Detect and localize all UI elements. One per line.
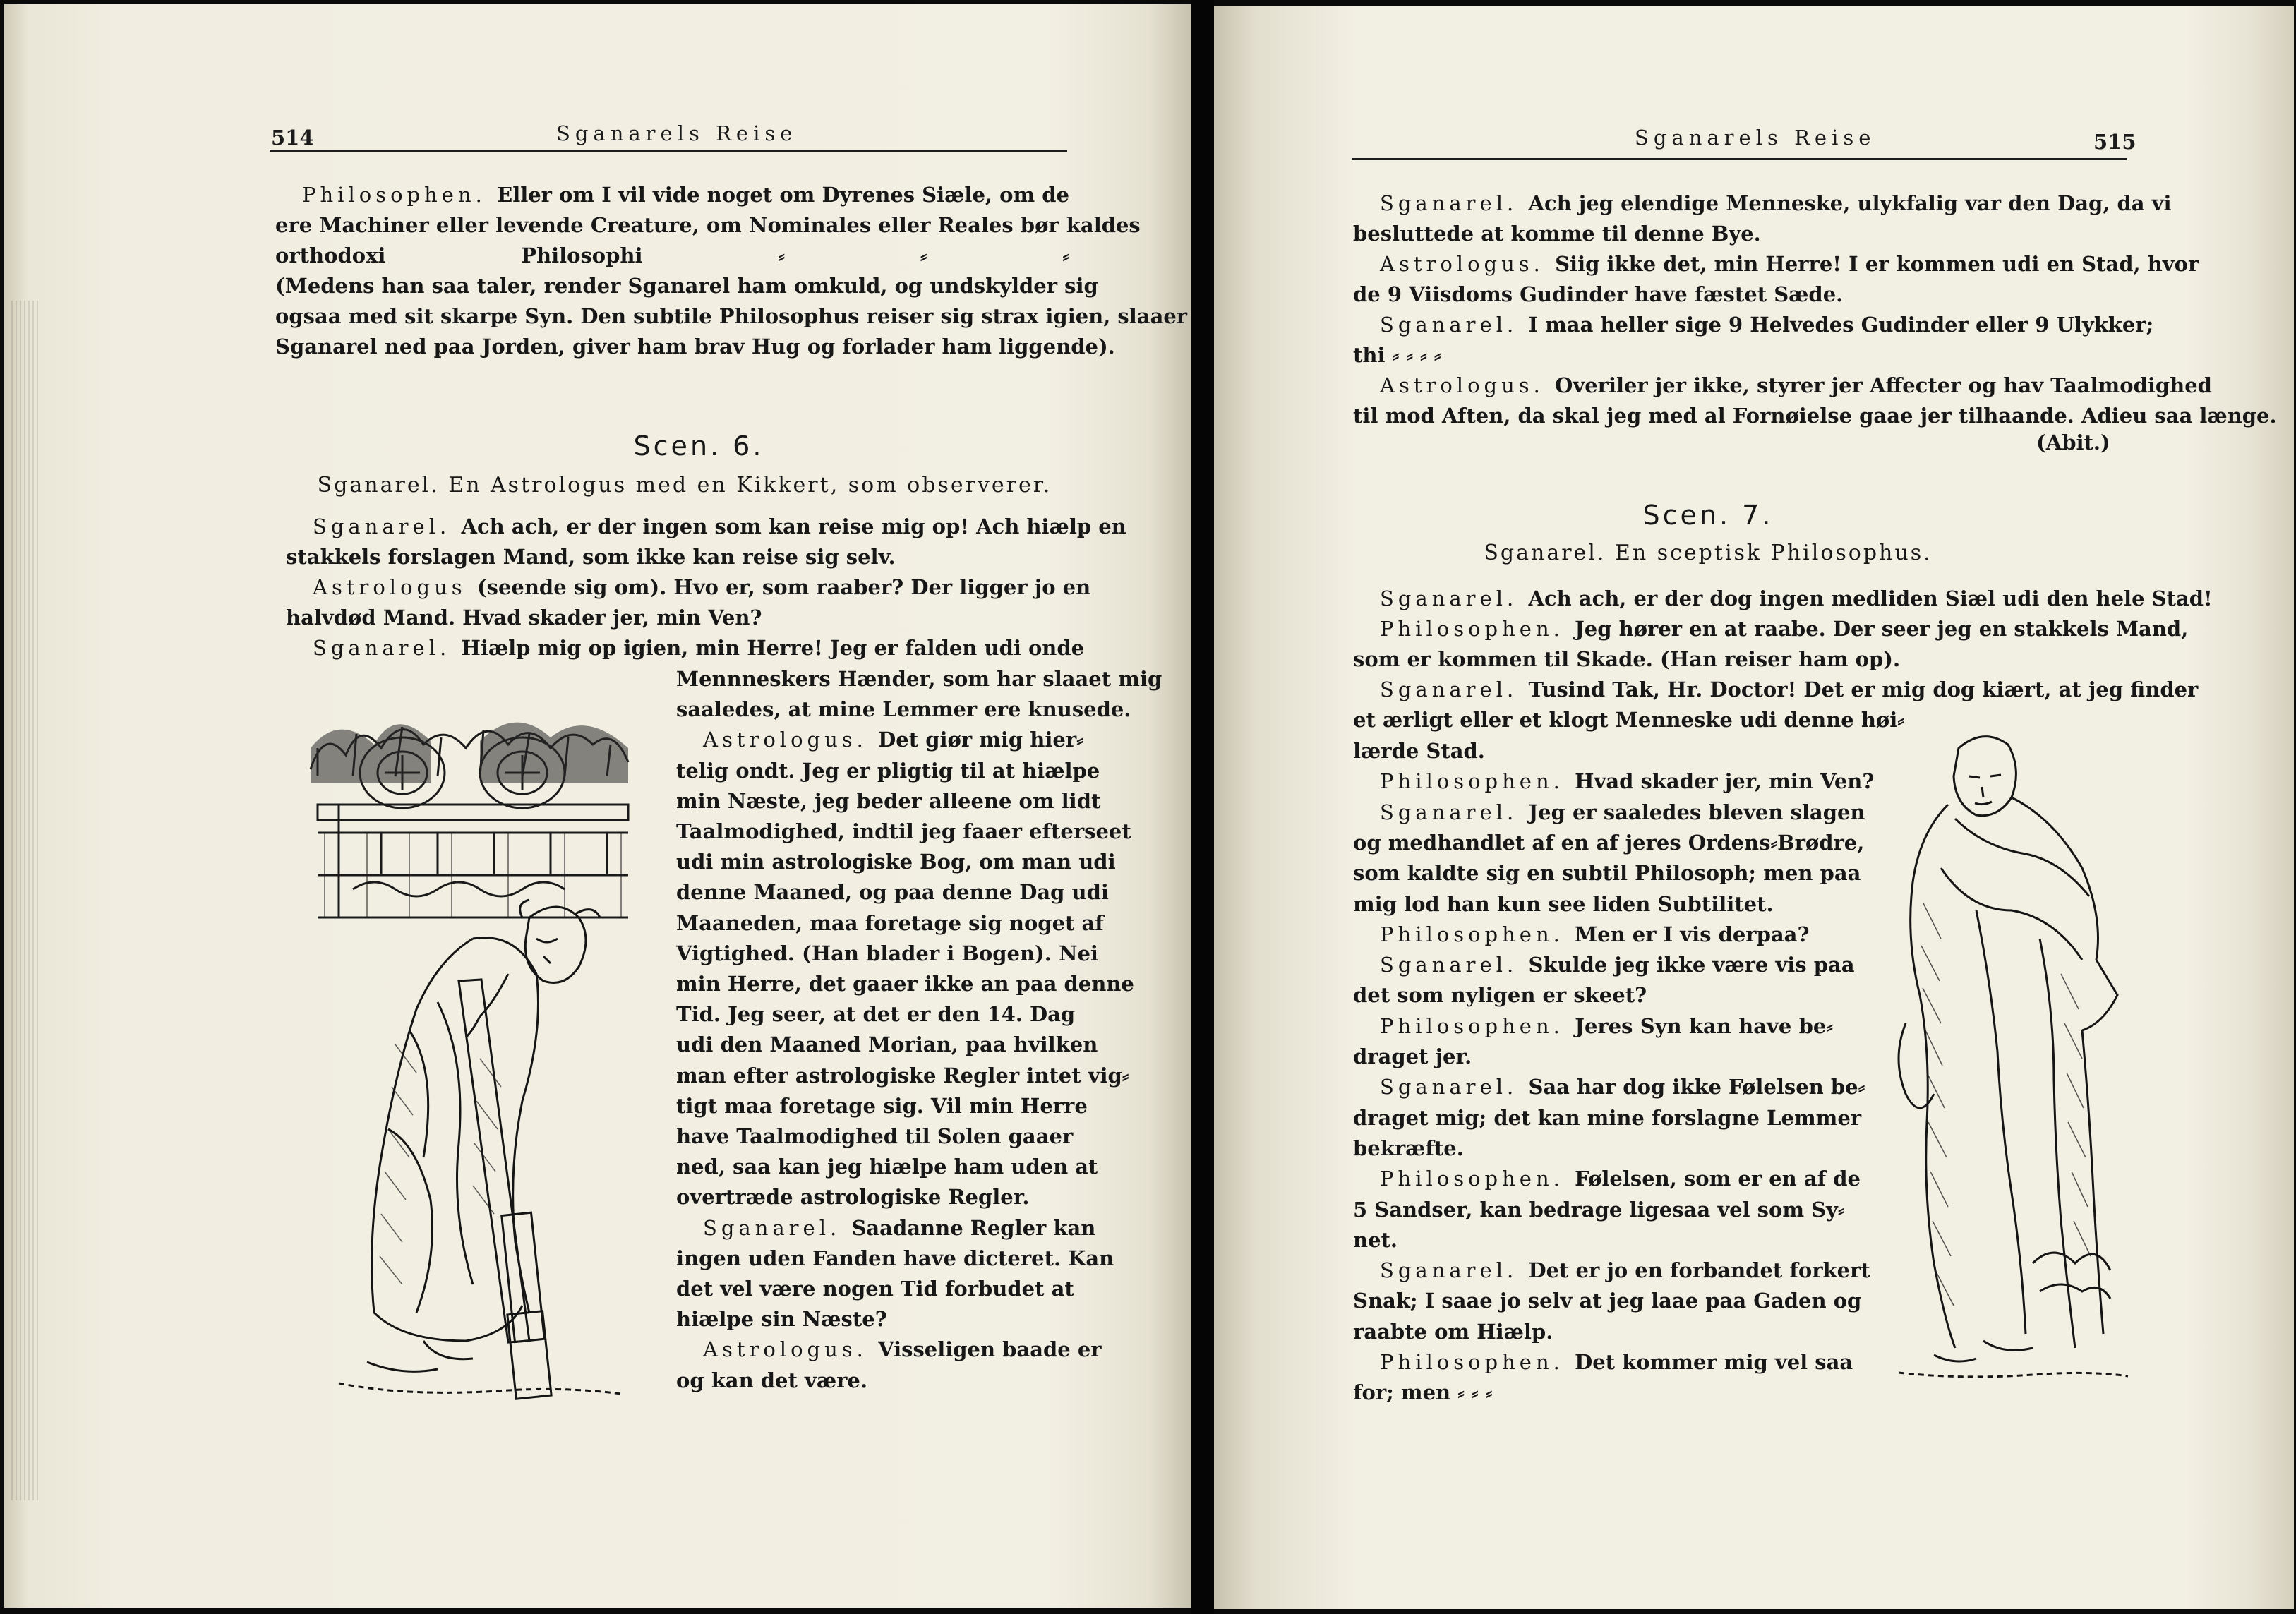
text-line [676, 1154, 1098, 1179]
text-line [1380, 373, 2212, 398]
line-text: overtræde astrologiske Regler. [676, 1185, 1030, 1210]
line-text: I maa heller sige 9 Helvedes Gudinder eller 9 Ulykker; [1528, 313, 2154, 337]
speaker-name: Sganarel. [313, 636, 462, 660]
line-text: net. [1353, 1227, 1398, 1252]
text-line [1380, 191, 2172, 216]
text-line [676, 910, 1104, 936]
page-number-right: 515 [2093, 130, 2136, 154]
cast-line-scene-6: Sganarel. En Astrologus med en Kikkert, som observerer. [317, 473, 1052, 498]
line-text: og kan det være. [676, 1368, 867, 1392]
speaker-name: Philosophen. [1380, 769, 1575, 794]
text-line [676, 849, 1116, 874]
speaker-name: Sganarel. [1380, 313, 1529, 337]
text-line [1353, 982, 1833, 1008]
text-line [286, 544, 1069, 570]
exit-direction: (Abit.) [2036, 430, 2110, 454]
line-text: Det kommer mig vel saa [1575, 1350, 1853, 1374]
text-line [1380, 1013, 1833, 1039]
text-line [1353, 1319, 1833, 1344]
text-line [676, 1032, 1098, 1057]
line-text: som kaldte sig en subtil Philosoph; men paa [1353, 861, 1861, 886]
header-rule-left [270, 150, 1067, 152]
text-line [1380, 1349, 1853, 1375]
text-line [313, 514, 1126, 539]
text-line [1380, 922, 1833, 947]
running-head-left: Sganarels Reise [556, 121, 798, 145]
line-text: Snak; I saae jo selv at jeg laae paa Gaden og [1353, 1289, 1862, 1313]
text-line [1353, 282, 2126, 307]
text-line [302, 182, 1069, 207]
text-line [1353, 221, 2126, 246]
line-text: Det er jo en forbandet forkert [1528, 1258, 1870, 1283]
line-text: Hiælp mig op igien, min Herre! Jeg er falden udi onde [461, 636, 1085, 660]
line-text: Tid. Jeg seer, at det er den 14. Dag [676, 1002, 1076, 1027]
text-line [1380, 952, 1855, 977]
text-line [275, 212, 1141, 238]
line-text: udi min astrologiske Bog, om man udi [676, 850, 1116, 874]
text-line [275, 334, 1115, 359]
text-line [676, 788, 1101, 814]
speaker-name: Sganarel. [1380, 1258, 1529, 1283]
text-line [1353, 1044, 1833, 1069]
speaker-name: Sganarel. [1380, 800, 1529, 824]
line-text: et ærligt eller et klogt Menneske udi denne høi⸗ [1353, 708, 1904, 732]
line-text: Jeg er saaledes bleven slagen [1528, 800, 1865, 824]
line-text: til mod Aften, da skal jeg med al Fornøielse gaae jer tilhaande. Adieu saa længe. [1353, 404, 2277, 428]
line-text: Ach ach, er der ingen som kan reise mig op! Ach hiælp en [461, 514, 1126, 538]
text-line [275, 243, 1069, 268]
line-text: (Medens han saa taler, render Sganarel ham omkuld, og undskylder sig [275, 274, 1098, 298]
line-text: Jeres Syn kan have be⸗ [1575, 1013, 1833, 1038]
speaker-name: Sganarel. [703, 1215, 852, 1240]
text-line [1380, 800, 1865, 825]
speaker-name: Sganarel. [1380, 586, 1529, 610]
text-line [676, 1093, 1088, 1119]
line-text: tigt maa foretage sig. Vil min Herre [676, 1093, 1088, 1118]
line-text: stakkels forslagen Mand, som ikke kan reise sig selv. [286, 545, 896, 569]
line-text: Ach ach, er der dog ingen medliden Siæl udi den hele Stad! [1528, 586, 2213, 610]
line-text: Vigtighed. (Han blader i Bogen). Nei [676, 941, 1098, 965]
line-text: Jeg hører en at raabe. Der seer jeg en stakkels Mand, [1575, 617, 2189, 641]
text-line [313, 574, 1091, 600]
speaker-name: Astrologus [313, 575, 477, 599]
speaker-name: Philosophen. [302, 183, 498, 207]
speaker-name: Astrologus. [1380, 252, 1556, 276]
line-text: de 9 Viisdoms Gudinder have fæstet Sæde. [1353, 282, 1844, 306]
line-text: 5 Sandser, kan bedrage ligesaa vel som Sy⸗ [1353, 1197, 1845, 1222]
line-text: min Herre, det gaaer ikke an paa denne [676, 972, 1134, 996]
text-line [1353, 1227, 1833, 1253]
philosopher-illustration [1892, 727, 2132, 1383]
line-text: Taalmodighed, indtil jeg faaer efterseet [676, 819, 1131, 843]
speaker-name: Philosophen. [1380, 1013, 1575, 1038]
line-text: telig ondt. Jeg er pligtig til at hiælpe [676, 758, 1100, 783]
text-line [676, 941, 1098, 966]
line-text: det vel være nogen Tid forbudet at [676, 1277, 1074, 1301]
line-text: (seende sig om). Hvo er, som raaber? Der ligger jo en [476, 575, 1091, 599]
speaker-name: Sganarel. [313, 514, 462, 538]
text-line [676, 879, 1109, 905]
text-line [676, 697, 1131, 722]
line-text: hiælpe sin Næste? [676, 1307, 887, 1332]
speaker-name: Sganarel. [1380, 677, 1529, 701]
line-text: halvdød Mand. Hvad skader jer, min Ven? [286, 606, 762, 630]
line-text: draget mig; det kan mine forslagne Lemmer [1353, 1105, 1862, 1130]
text-line [1353, 891, 1833, 917]
text-line [1353, 1136, 1833, 1161]
text-line [275, 273, 1098, 299]
text-line [1380, 312, 2154, 337]
text-line [275, 303, 1188, 329]
line-text: mig lod han kun see liden Subtilitet. [1353, 891, 1774, 916]
book-gutter [1191, 0, 1214, 1614]
text-line [676, 1306, 1071, 1332]
text-line [1380, 1166, 1861, 1191]
line-text: Tusind Tak, Hr. Doctor! Det er mig dog kiært, at jeg finder [1528, 677, 2199, 701]
text-line [703, 1215, 1096, 1241]
line-text: Sganarel ned paa Jorden, giver ham brav Hug og forlader ham liggende). [275, 335, 1115, 359]
text-line [1353, 646, 2126, 672]
astrologer-illustration [296, 706, 649, 1401]
text-line [1353, 738, 1833, 764]
text-line [1353, 1380, 1833, 1405]
line-text: Saa har dog ikke Følelsen be⸗ [1528, 1075, 1865, 1100]
header-rule-right [1352, 158, 2127, 160]
line-text: og medhandlet af en af jeres Ordens⸗Brødre, [1353, 830, 1865, 855]
line-text: Saadanne Regler kan [851, 1215, 1096, 1240]
line-text: ogsaa med sit skarpe Syn. Den subtile Philosophus reiser sig strax igien, slaaer [275, 304, 1188, 328]
page-number-left: 514 [271, 126, 314, 150]
line-text: ned, saa kan jeg hiælpe ham uden at [676, 1155, 1098, 1179]
text-line [1380, 586, 2213, 611]
speaker-name: Astrologus. [703, 1337, 879, 1362]
line-text: Maaneden, maa foretage sig noget af [676, 910, 1104, 935]
text-line [1380, 677, 2199, 702]
speaker-name: Sganarel. [1380, 953, 1529, 977]
line-text: Følelsen, som er en af de [1575, 1167, 1861, 1191]
text-line [1353, 860, 1861, 886]
line-text: det som nyligen er skeet? [1353, 983, 1647, 1008]
text-line [286, 605, 1069, 630]
line-text: besluttede at komme til denne Bye. [1353, 222, 1761, 246]
page-edge-shading [11, 301, 40, 1500]
text-line [676, 819, 1131, 844]
cast-line-scene-7: Sganarel. En sceptisk Philosophus. [1484, 541, 1933, 565]
line-text: ingen uden Fanden have dicteret. Kan [676, 1246, 1114, 1270]
text-line [676, 1001, 1076, 1027]
line-text: lærde Stad. [1353, 739, 1485, 763]
line-text: Siig ikke det, min Herre! I er kommen udi en Stad, hvor [1555, 252, 2199, 276]
speaker-name: Sganarel. [1380, 191, 1529, 215]
speaker-name: Astrologus. [703, 728, 879, 752]
line-text: saaledes, at mine Lemmer ere knusede. [676, 697, 1131, 722]
text-line [676, 1063, 1129, 1088]
text-line [1353, 1197, 1845, 1222]
speaker-name: Sganarel. [1380, 1075, 1529, 1100]
text-line [1380, 616, 2189, 642]
text-line [676, 1184, 1071, 1210]
line-text: man efter astrologiske Regler intet vig⸗ [676, 1063, 1129, 1088]
line-text: bekræfte. [1353, 1136, 1464, 1160]
text-line [1380, 1258, 1870, 1283]
line-text: Eller om I vil vide noget om Dyrenes Siæle, om de [497, 183, 1069, 207]
line-text: Hvad skader jer, min Ven? [1575, 769, 1875, 794]
text-line [676, 666, 1162, 692]
line-text: Mennneskers Hænder, som har slaaet mig [676, 667, 1162, 691]
text-line [676, 971, 1134, 996]
line-text: Overiler jer ikke, styrer jer Affecter og hav Taalmodighed [1555, 373, 2212, 397]
text-line [676, 1276, 1074, 1301]
line-text: denne Maaned, og paa denne Dag udi [676, 880, 1109, 905]
speaker-name: Philosophen. [1380, 1167, 1575, 1191]
speaker-name: Philosophen. [1380, 617, 1575, 641]
running-head-right: Sganarels Reise [1635, 126, 1876, 150]
text-line [676, 1246, 1114, 1271]
text-line [1353, 403, 2277, 428]
line-text: have Taalmodighed til Solen gaaer [676, 1124, 1074, 1148]
speaker-name: Astrologus. [1380, 373, 1556, 397]
text-line [313, 635, 1085, 661]
scene-title-6: Scen. 6. [633, 430, 764, 462]
text-line [1353, 1105, 1862, 1131]
text-line [703, 1337, 1102, 1362]
line-text: som er kommen til Skade. (Han reiser ham op). [1353, 647, 1901, 671]
line-text: Skulde jeg ikke være vis paa [1528, 953, 1855, 977]
line-text: Det giør mig hier⸗ [878, 728, 1083, 752]
scene-title-7: Scen. 7. [1642, 500, 1774, 531]
text-line [1380, 1074, 1865, 1100]
line-text: for; men ⸗ ⸗ ⸗ [1353, 1380, 1493, 1405]
text-line [676, 1368, 1071, 1393]
text-line [676, 758, 1100, 783]
text-line [1353, 342, 2126, 368]
line-text: min Næste, jeg beder alleene om lidt [676, 788, 1101, 813]
line-text: draget jer. [1353, 1044, 1472, 1068]
line-text: Ach jeg elendige Menneske, ulykfalig var den Dag, da vi [1528, 191, 2172, 215]
line-text: thi ⸗ ⸗ ⸗ ⸗ [1353, 343, 1441, 367]
text-line [676, 1124, 1074, 1149]
line-text: orthodoxi Philosophi ⸗ ⸗ ⸗ [275, 243, 1069, 267]
speaker-name: Philosophen. [1380, 1350, 1575, 1374]
text-line [1380, 769, 1875, 794]
speaker-name: Philosophen. [1380, 922, 1575, 946]
text-line [1353, 1288, 1862, 1313]
text-line [1353, 830, 1865, 855]
text-line [703, 727, 1083, 752]
text-line [1380, 251, 2199, 277]
line-text: raabte om Hiælp. [1353, 1319, 1553, 1344]
line-text: udi den Maaned Morian, paa hvilken [676, 1032, 1098, 1057]
line-text: ere Machiner eller levende Creature, om Nominales eller Reales bør kaldes [275, 213, 1141, 237]
line-text: Visseligen baade er [878, 1337, 1102, 1362]
line-text: Men er I vis derpaa? [1575, 922, 1810, 946]
